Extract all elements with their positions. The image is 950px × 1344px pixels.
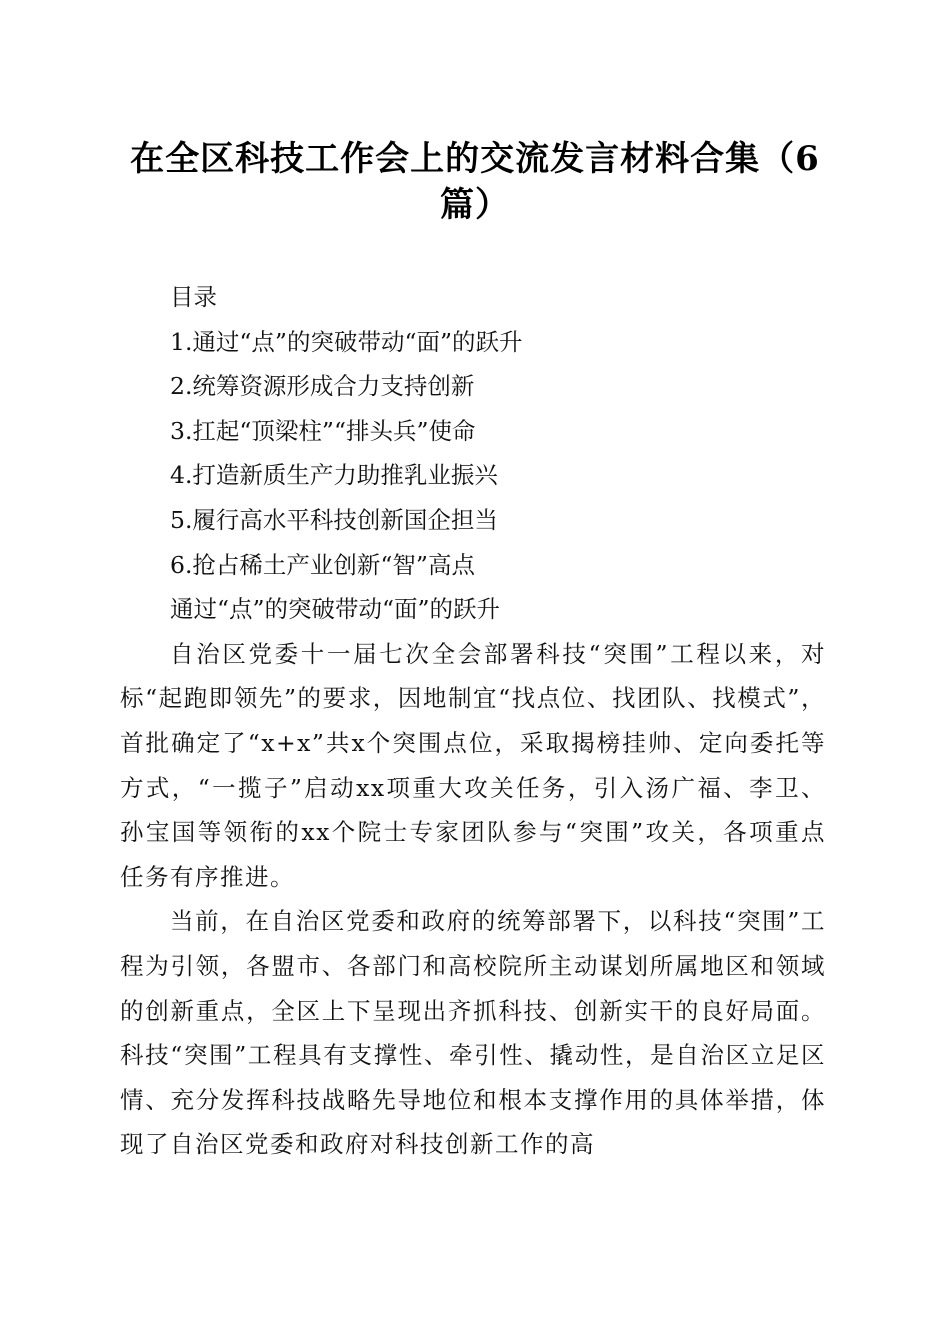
- toc-heading: 目录: [170, 283, 217, 311]
- toc-item: 5.履行高水平科技创新国企担当: [170, 505, 498, 534]
- section-heading: 通过“点”的突破带动“面”的跃升: [170, 595, 501, 624]
- toc-item: 6.抢占稀土产业创新“智”高点: [170, 550, 475, 579]
- toc-item: 3.扛起“顶梁柱”“排头兵”使命: [170, 416, 476, 445]
- toc-item: 1.通过“点”的突破带动“面”的跃升: [170, 327, 523, 356]
- body-paragraph: 当前，在自治区党委和政府的统筹部署下，以科技“突围”工程为引领，各盟市、各部门和高校院所主动谋划所属地区和领域的创新重点，全区上下呈现出齐抓科技、创新实干的良好局面。科技“突围”工程具有支撑性、牵引性、撬动性，是自治区立足区情、充分发挥科技战略先导地位和根本支撑作用的具体举措，体现了自治区党委和政府对科技创新工作的高: [120, 907, 826, 1159]
- toc-item: 2.统筹资源形成合力支持创新: [170, 372, 475, 401]
- document-title: 在全区科技工作会上的交流发言材料合集（6篇）: [130, 139, 820, 225]
- document-body: [120, 275, 826, 1167]
- toc-item: 4.打造新质生产力助推乳业振兴: [170, 461, 498, 490]
- body-paragraph: 自治区党委十一届七次全会部署科技“突围”工程以来，对标“起跑即领先”的要求，因地制宜“找点位、找团队、找模式”，首批确定了“x+x”共x个突围点位，采取揭榜挂帅、定向委托等方式，“一揽子”启动xx项重大攻关任务，引入汤广福、李卫、孙宝国等领衔的xx个院士专家团队参与“突围”攻关，各项重点任务有序推进。: [120, 639, 826, 891]
